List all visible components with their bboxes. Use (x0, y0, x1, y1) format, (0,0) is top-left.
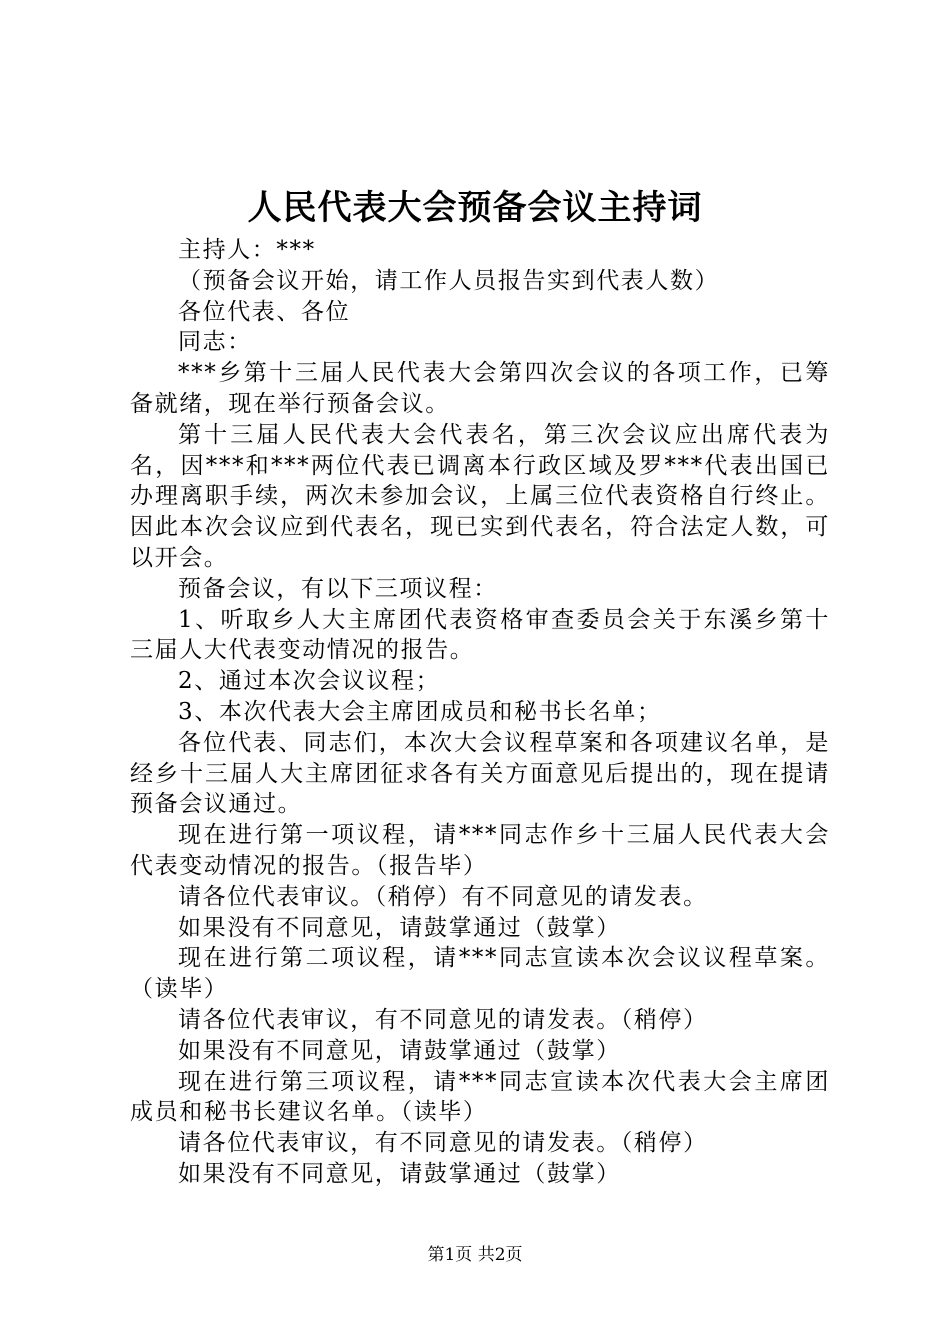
paragraph: 2、通过本次会议议程； (178, 668, 441, 695)
paragraph: 现在进行第一项议程，请***同志作乡十三届人民代表大会代表变动情况的报告。（报告毕） (130, 822, 830, 879)
paragraph: 第十三届人民代表大会代表名，第三次会议应出席代表为名，因***和***两位代表已调离本行政区域及罗***代表出国已办理离职手续，两次未参加会议，上属三位代表资格自行终止。因此本次会议应到代表名，现已实到代表名，符合法定人数，可以开会。 (130, 421, 830, 571)
page-footer: 第1页 共2页 (427, 1245, 523, 1265)
paragraph: 主持人：*** (178, 237, 316, 263)
paragraph: 各位代表、各位 (178, 298, 351, 325)
paragraph: 现在进行第二项议程，请***同志宣读本次会议议程草案。（读毕） (130, 945, 830, 1003)
paragraph: 1、听取乡人大主席团代表资格审查委员会关于东溪乡第十三届人大代表变动情况的报告。 (130, 606, 830, 664)
paragraph: 如果没有不同意见，请鼓掌通过（鼓掌） (178, 1037, 621, 1064)
document-title: 人民代表大会预备会议主持词 (247, 188, 703, 228)
paragraph: 同志： (178, 329, 252, 356)
paragraph: 请各位代表审议，有不同意见的请发表。（稍停） (178, 1006, 708, 1033)
paragraph: 各位代表、同志们，本次大会议程草案和各项建议名单，是经乡十三届人大主席团征求各有关方面意见后提出的，现在提请预备会议通过。 (130, 729, 830, 818)
paragraph: 预备会议，有以下三项议程： (178, 575, 498, 602)
paragraph: ***乡第十三届人民代表大会第四次会议的各项工作，已筹备就绪，现在举行预备会议。 (130, 360, 830, 417)
paragraph: 请各位代表审议，有不同意见的请发表。（稍停） (178, 1130, 708, 1157)
document-body (130, 235, 830, 1190)
paragraph: （预备会议开始，请工作人员报告实到代表人数） (178, 267, 720, 294)
paragraph: 如果没有不同意见，请鼓掌通过（鼓掌） (178, 914, 621, 941)
paragraph: 现在进行第三项议程，请***同志宣读本次代表大会主席团成员和秘书长建议名单。（读毕） (130, 1068, 830, 1126)
paragraph: 如果没有不同意见，请鼓掌通过（鼓掌） (178, 1160, 621, 1187)
paragraph: 3、本次代表大会主席团成员和秘书长名单； (178, 698, 662, 725)
paragraph: 请各位代表审议。（稍停）有不同意见的请发表。 (178, 883, 708, 910)
